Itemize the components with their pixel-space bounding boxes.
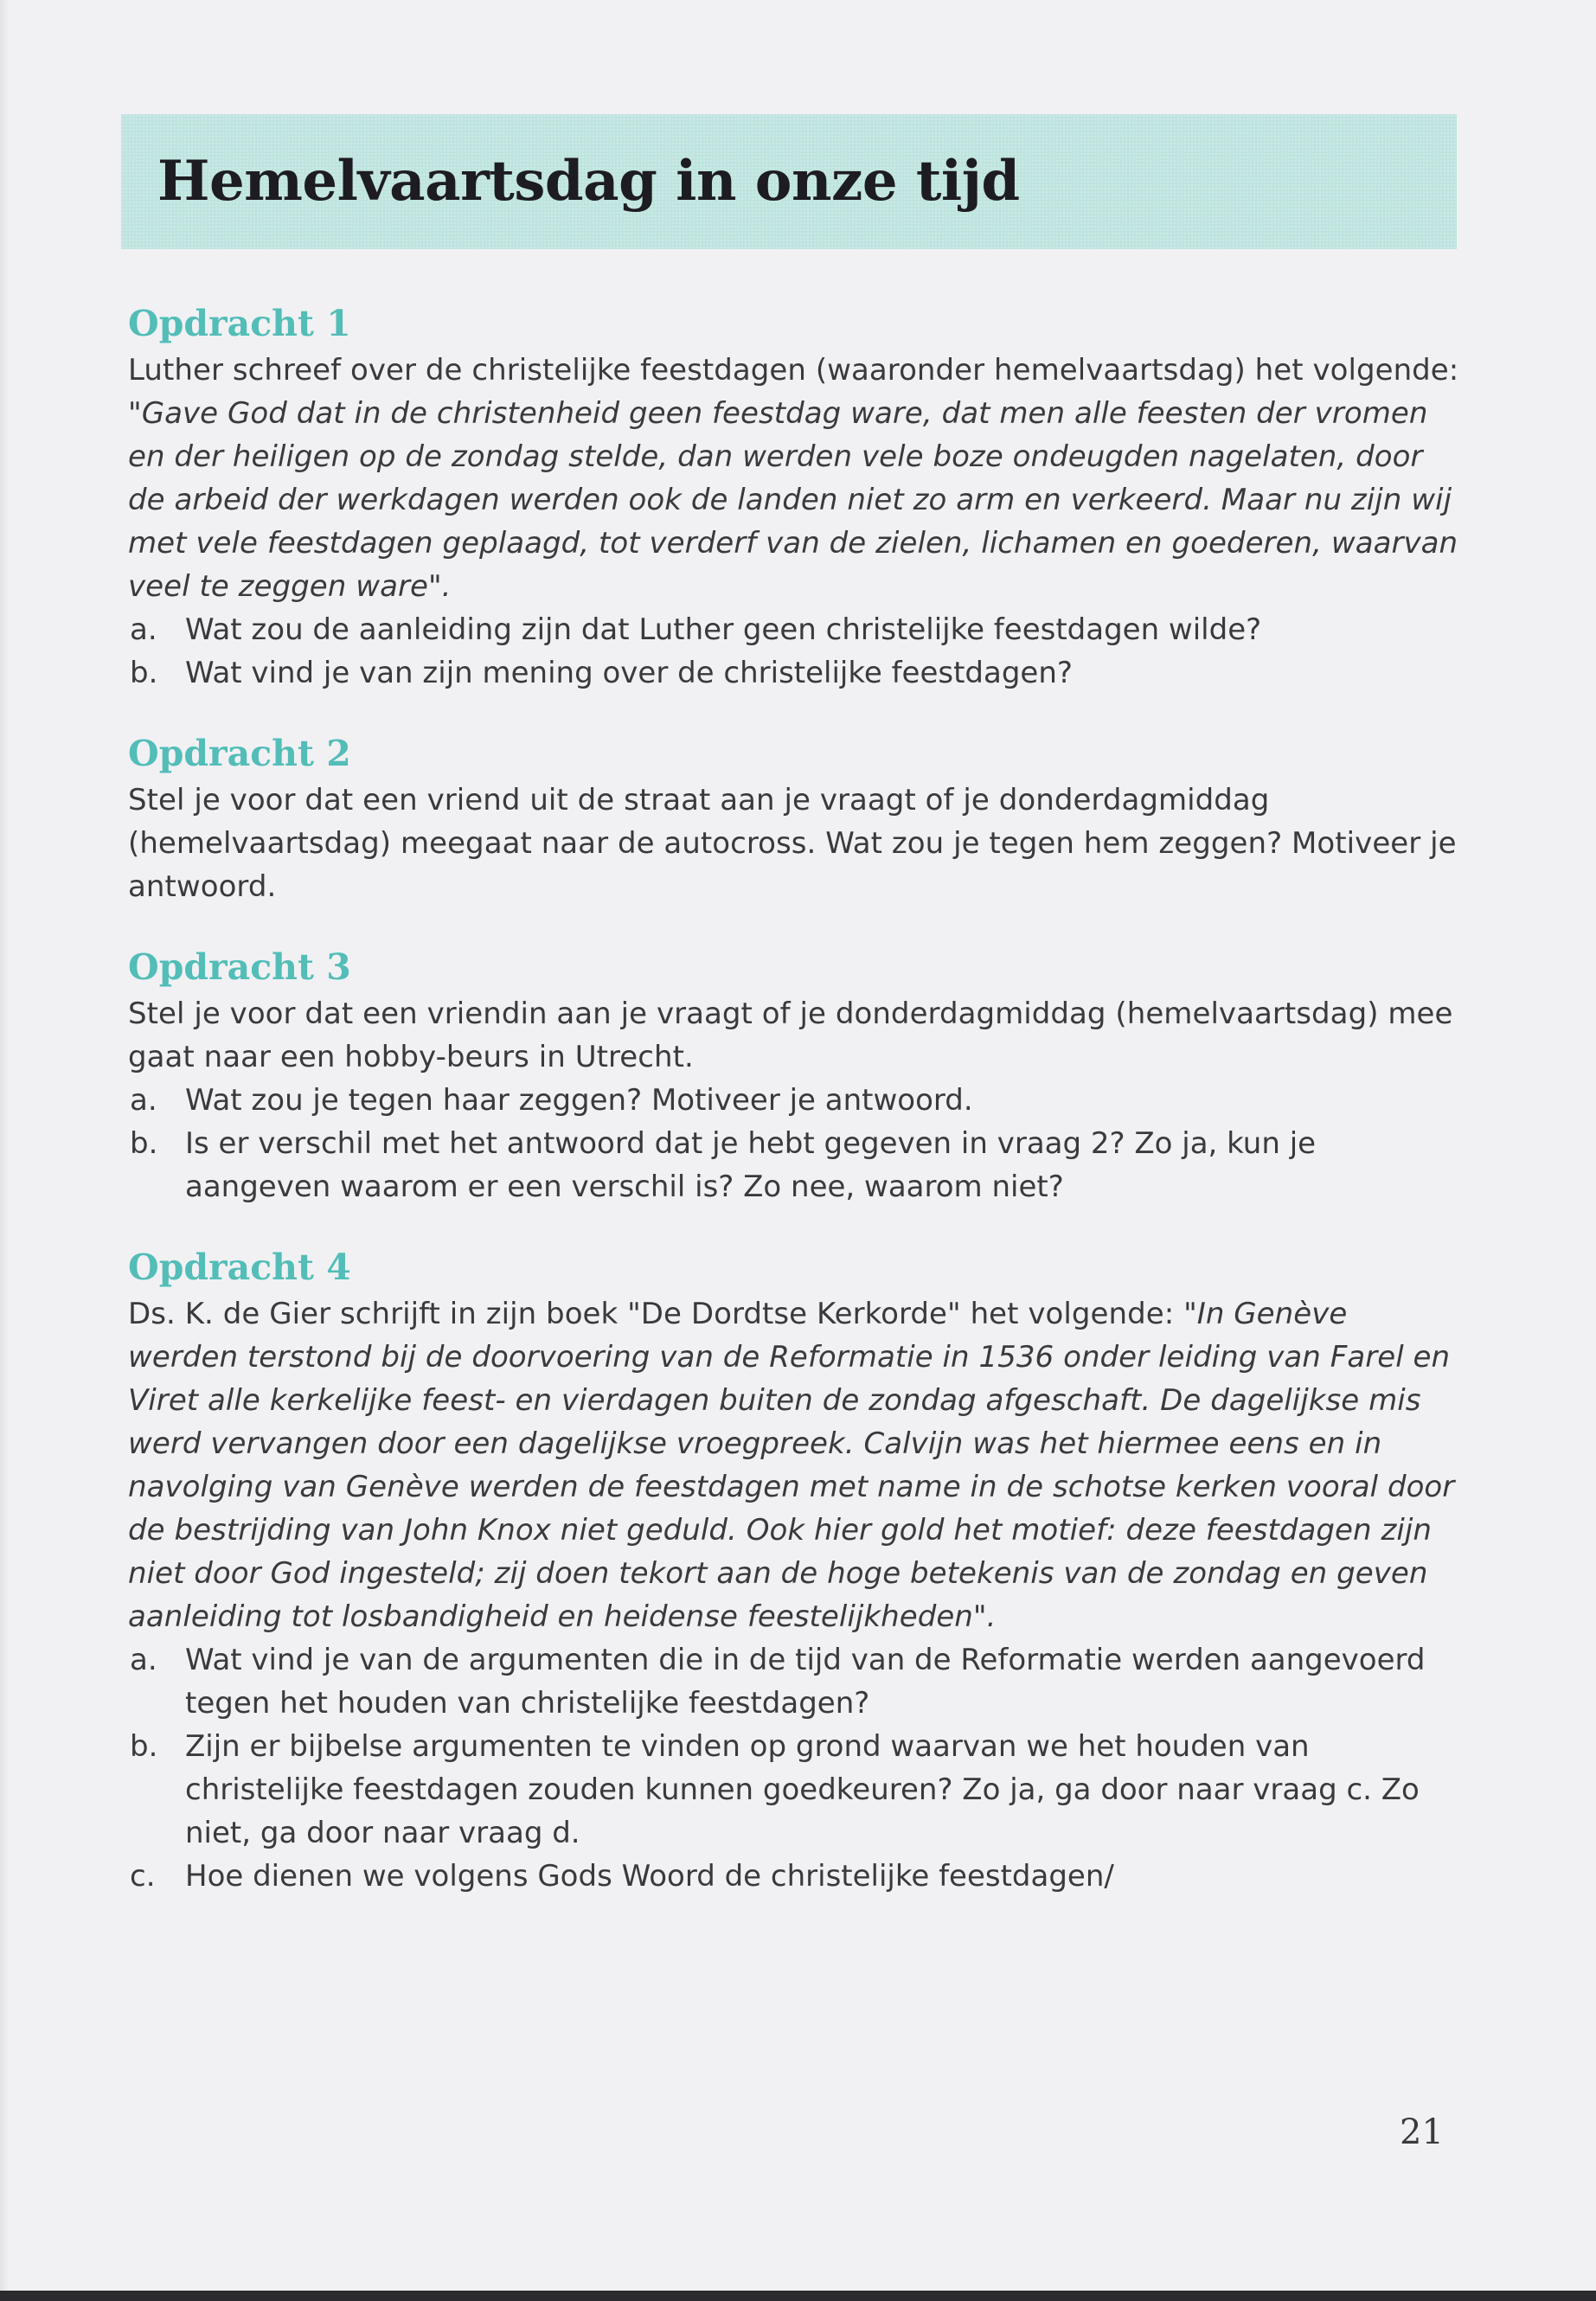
question-item: [128, 1725, 1460, 1855]
assignment-heading: Opdracht 2: [128, 733, 351, 774]
assignment-4: [128, 1242, 1460, 1898]
page-number: 21: [1400, 2112, 1444, 2152]
question-list: [128, 1638, 1460, 1898]
question-text: Is er verschil met het antwoord dat je hebt gegeven in vraag 2? Zo ja, kun je aangeven waarom er een verschil is? Zo nee, waarom niet?: [185, 1126, 1317, 1204]
question-marker: a.: [130, 612, 157, 647]
question-marker: c.: [130, 1859, 156, 1894]
quote-text: "Gave God dat in de christenheid geen feestdag ware, dat men alle feesten der vromen en der heiligen op de zondag stelde, dan werden vele boze ondeugden nagelaten, door de arbeid der werkdagen werden ook de landen niet zo arm en verkeerd. Maar nu zijn wij met vele feestdagen geplaagd, tot verderf van de zielen, lichamen en goederen, waarvan veel te zeggen ware".: [128, 396, 1458, 604]
assignment-1: [128, 298, 1460, 695]
assignment-heading: Opdracht 1: [128, 303, 351, 344]
question-item: [128, 1855, 1460, 1898]
page-edge-shadow: [0, 0, 9, 2301]
question-text: Wat zou de aanleiding zijn dat Luther geen christelijke feestdagen wilde?: [185, 612, 1262, 647]
assignment-text: [128, 349, 1460, 608]
assignment-3: [128, 942, 1460, 1208]
question-marker: a.: [130, 1083, 157, 1118]
question-item: [128, 1122, 1460, 1208]
intro-text: Luther schreef over de christelijke feestdagen (waaronder hemelvaartsdag) het volgende:: [128, 353, 1459, 388]
assignment-text: [128, 1292, 1460, 1638]
assignment-text: Stel je voor dat een vriendin aan je vraagt of je donderdagmiddag (hemelvaartsdag) mee gaat naar een hobby-beurs in Utrecht.: [128, 997, 1453, 1074]
quote-text: "In Genève werden terstond bij de doorvoering van de Reformatie in 1536 onder leiding van Farel en Viret alle kerkelijke feest- en vierdagen buiten de zondag afgeschaft. De dagelijkse mis werd vervangen door een dagelijkse vroegpreek. Calvijn was het hiermee eens en in navolging van Genève werden de feestdagen met name in de schotse kerken vooral door de bestrijding van John Knox niet geduld. Ook hier gold het motief: deze feestdagen zijn niet door God ingesteld; zij doen tekort aan de hoge betekenis van de zondag en geven aanleiding tot losbandigheid en heidense feestelijkheden".: [128, 1297, 1455, 1634]
title-banner: [121, 114, 1457, 249]
question-text: Wat vind je van de argumenten die in de tijd van de Reformatie werden aangevoerd tegen het houden van christelijke feestdagen?: [185, 1643, 1426, 1721]
question-marker: a.: [130, 1643, 157, 1677]
question-list: [128, 1079, 1460, 1208]
question-marker: b.: [130, 1126, 158, 1161]
question-marker: b.: [130, 656, 158, 690]
question-marker: b.: [130, 1729, 158, 1764]
question-text: Wat zou je tegen haar zeggen? Motiveer je antwoord.: [185, 1083, 973, 1118]
intro-text: Ds. K. de Gier schrijft in zijn boek "De Dordtse Kerkorde" het volgende:: [128, 1297, 1184, 1331]
question-item: [128, 651, 1460, 695]
assignment-text: Stel je voor dat een vriend uit de straat aan je vraagt of je donderdagmiddag (hemelvaartsdag) meegaat naar de autocross. Wat zou je tegen hem zeggen? Motiveer je antwoord.: [128, 783, 1457, 904]
assignment-heading: Opdracht 4: [128, 1247, 351, 1288]
page-title: Hemelvaartsdag in onze tijd: [157, 149, 1020, 214]
question-item: [128, 1079, 1460, 1122]
question-item: [128, 608, 1460, 651]
question-item: [128, 1638, 1460, 1725]
assignment-heading: Opdracht 3: [128, 946, 351, 988]
question-list: [128, 608, 1460, 695]
page-bottom-edge: [0, 2291, 1596, 2301]
question-text: Hoe dienen we volgens Gods Woord de christelijke feestdagen/: [185, 1859, 1114, 1894]
question-text: Zijn er bijbelse argumenten te vinden op grond waarvan we het houden van christelijke feestdagen zouden kunnen goedkeuren? Zo ja, ga door naar vraag c. Zo niet, ga door naar vraag d.: [185, 1729, 1420, 1850]
page-content: [128, 298, 1460, 1932]
assignment-2: [128, 728, 1460, 908]
question-text: Wat vind je van zijn mening over de christelijke feestdagen?: [185, 656, 1073, 690]
